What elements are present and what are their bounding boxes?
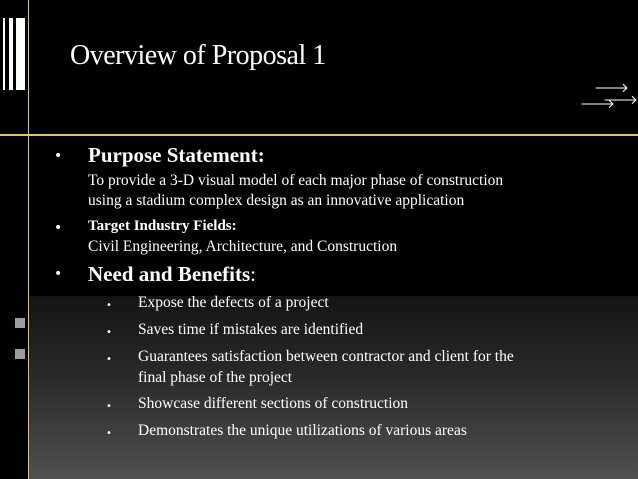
bullet-heading-target-industry: Target Industry Fields: <box>88 218 237 234</box>
left-edge-mark <box>15 349 25 359</box>
slide-title: Overview of Proposal 1 <box>70 40 326 71</box>
left-edge-mark <box>3 18 5 90</box>
arrow-icon: 🡒 <box>580 97 615 112</box>
sub-bullet-text: Expose the defects of a project <box>138 294 329 311</box>
sub-bullet-text: Showcase different sections of construction <box>138 395 409 412</box>
horizontal-accent-line <box>0 134 638 136</box>
sub-bullet-marker: • <box>106 327 112 338</box>
left-edge-mark <box>16 18 25 90</box>
bullet-heading-need-benefits <box>88 262 256 287</box>
heading-colon: : <box>250 262 257 286</box>
vertical-accent-line <box>28 0 29 479</box>
heading-text: Need and Benefits <box>88 262 251 286</box>
bullet-heading-purpose: Purpose Statement: <box>88 143 265 167</box>
left-edge-mark <box>15 318 25 328</box>
bullet-marker: • <box>54 220 63 236</box>
sub-bullet-marker: • <box>106 428 112 439</box>
bullet-text-line: To provide a 3-D visual model of each major phase of construction <box>88 172 504 189</box>
sub-bullet-text: final phase of the project <box>138 369 293 386</box>
bullet-text-line: using a stadium complex design as an innovative application <box>88 192 465 209</box>
sub-bullet-marker: • <box>106 300 112 311</box>
arrow-icon: 🡒 <box>603 93 638 108</box>
left-edge-mark <box>9 18 13 90</box>
sub-bullet-marker: • <box>106 401 112 412</box>
sub-bullet-text: Guarantees satisfaction between contractor and client for the <box>138 348 514 365</box>
sub-bullet-marker: • <box>106 354 112 365</box>
bullet-marker: • <box>54 148 63 164</box>
arrow-icon: 🡒 <box>594 81 629 96</box>
sub-bullet-text: Demonstrates the unique utilizations of various areas <box>138 422 467 439</box>
bullet-marker: • <box>54 266 63 282</box>
bullet-text-line: Civil Engineering, Architecture, and Construction <box>88 238 398 255</box>
sub-bullet-text: Saves time if mistakes are identified <box>138 321 364 338</box>
